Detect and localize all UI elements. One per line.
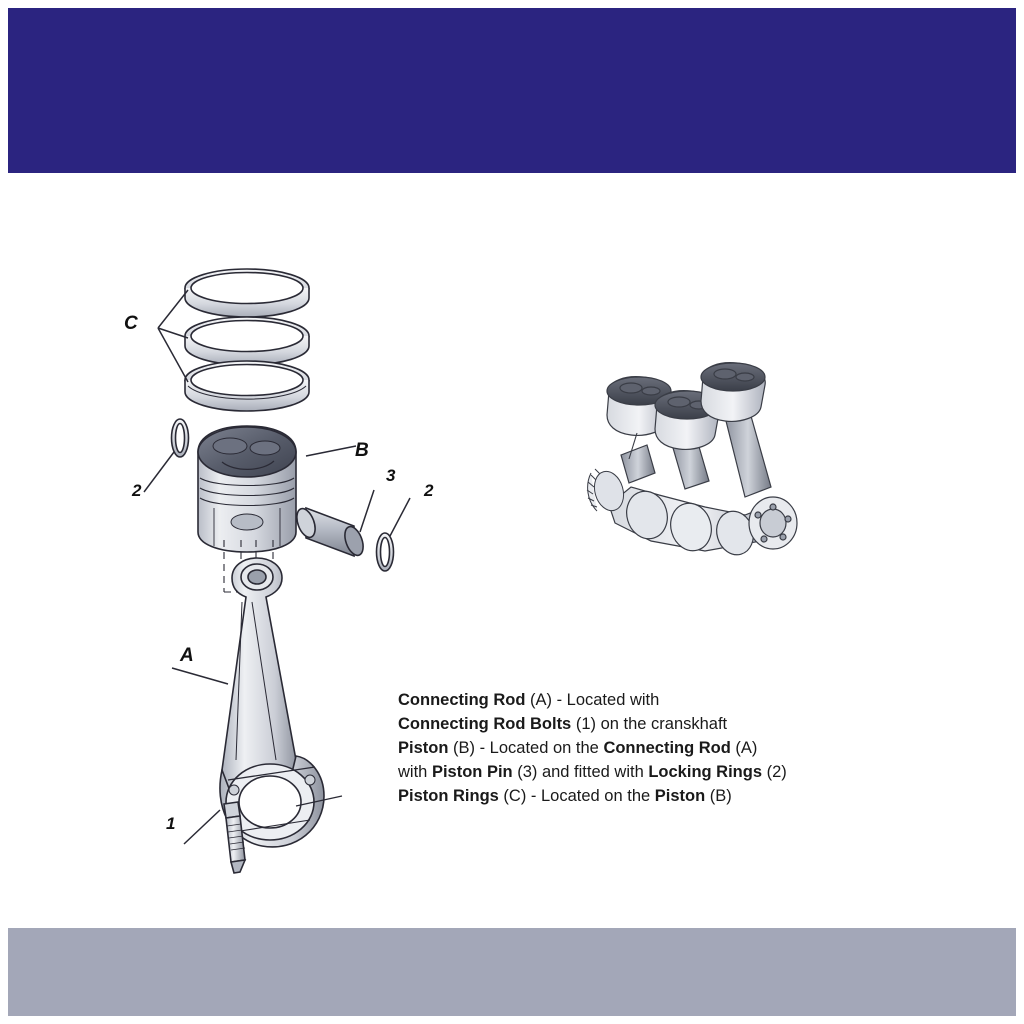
piston-rings-group [185, 269, 309, 411]
caption-block [398, 688, 868, 808]
callout-label-3: 3 [386, 466, 396, 485]
caption-text-4b: (3) and fitted with [512, 763, 649, 781]
callout-leader-A [172, 668, 228, 684]
caption-term-piston-rings: Piston Rings [398, 787, 499, 805]
caption-text-3b: (A) [730, 739, 758, 757]
caption-term-piston-2: Piston [654, 787, 706, 805]
left-margin [0, 0, 8, 1024]
crank-assembly-illustration [585, 355, 820, 585]
callout-label-2-left: 2 [132, 481, 142, 500]
callout-label-C: C [124, 313, 138, 334]
caption-line-1 [398, 688, 868, 712]
footer-band [8, 928, 1016, 1016]
callout-leader-C [158, 290, 188, 382]
callout-leader-2-left [144, 452, 174, 492]
header-band [8, 8, 1016, 173]
caption-term-connecting-rod-2: Connecting Rod [603, 739, 731, 757]
piston-body [198, 426, 296, 552]
callout-label-B: B [355, 440, 369, 461]
caption-text-4a: with [398, 763, 432, 781]
piston-pin [293, 506, 366, 558]
callout-leader-B [306, 446, 356, 456]
callout-leader-2-right [390, 498, 410, 536]
callout-label-2-right: 2 [424, 481, 434, 500]
caption-term-connecting-rod: Connecting Rod [398, 691, 526, 709]
caption-term-connecting-rod-bolts: Connecting Rod Bolts [398, 715, 572, 733]
caption-term-piston-pin: Piston Pin [431, 763, 513, 781]
caption-text-3a: (B) - Located on the [448, 739, 604, 757]
caption-term-locking-rings: Locking Rings [648, 763, 763, 781]
caption-text-1: (A) - Located with [525, 691, 660, 709]
caption-text-5a: (C) - Located on the [498, 787, 655, 805]
callout-label-A: A [180, 645, 194, 666]
caption-line-2 [398, 712, 868, 736]
caption-line-3 [398, 736, 868, 760]
callout-leader-1 [184, 810, 220, 844]
caption-term-piston: Piston [398, 739, 449, 757]
caption-text-2: (1) on the cranskhaft [571, 715, 728, 733]
callout-label-1: 1 [166, 814, 176, 833]
locking-ring-right [377, 533, 394, 571]
caption-text-5b: (B) [705, 787, 732, 805]
callout-leader-3 [360, 490, 374, 532]
locking-ring-left [172, 419, 189, 457]
caption-text-4c: (2) [762, 763, 787, 781]
caption-line-5 [398, 784, 868, 808]
caption-line-4 [398, 760, 868, 784]
